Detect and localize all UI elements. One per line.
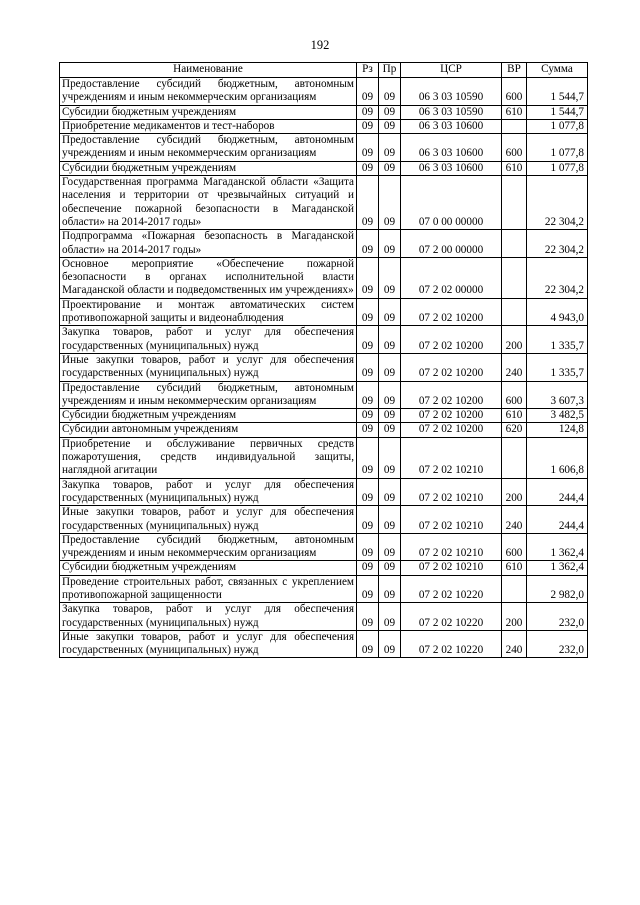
- cell-vr: [502, 230, 527, 258]
- cell-pr: 09: [379, 437, 401, 478]
- cell-pr: 09: [379, 561, 401, 575]
- cell-vr: 610: [502, 161, 527, 175]
- cell-name: Проектирование и монтаж автоматических систем противопожарной защиты и видеонаблюдения: [60, 298, 357, 326]
- cell-name: Основное мероприятие «Обеспечение пожарной безопасности в органах исполнительной власти Магаданской области и подведомственных им учреждениях»: [60, 257, 357, 298]
- cell-csr: 07 2 02 10200: [401, 381, 502, 409]
- cell-pr: 09: [379, 533, 401, 561]
- cell-pr: 09: [379, 506, 401, 534]
- table-row: [60, 230, 588, 258]
- cell-name: Субсидии бюджетным учреждениям: [60, 105, 357, 119]
- header-pr: Пр: [379, 63, 401, 78]
- table-row: [60, 326, 588, 354]
- cell-sum: 1 335,7: [527, 353, 588, 381]
- cell-csr: 07 2 02 10200: [401, 298, 502, 326]
- cell-rz: 09: [357, 381, 379, 409]
- table-row: [60, 161, 588, 175]
- cell-pr: 09: [379, 409, 401, 423]
- cell-sum: 1 077,8: [527, 161, 588, 175]
- cell-sum: 232,0: [527, 603, 588, 631]
- cell-sum: 3 482,5: [527, 409, 588, 423]
- cell-csr: 07 2 00 00000: [401, 230, 502, 258]
- cell-csr: 07 2 02 10220: [401, 630, 502, 658]
- cell-sum: 3 607,3: [527, 381, 588, 409]
- cell-csr: 07 2 02 10210: [401, 437, 502, 478]
- cell-csr: 07 0 00 00000: [401, 176, 502, 230]
- cell-csr: 06 3 03 10590: [401, 105, 502, 119]
- table-row: [60, 575, 588, 603]
- cell-name: Подпрограмма «Пожарная безопасность в Магаданской области» на 2014-2017 годы»: [60, 230, 357, 258]
- table-row: [60, 257, 588, 298]
- cell-csr: 07 2 02 10210: [401, 478, 502, 506]
- cell-rz: 09: [357, 353, 379, 381]
- cell-csr: 06 3 03 10600: [401, 119, 502, 133]
- cell-csr: 07 2 02 10200: [401, 326, 502, 354]
- cell-name: Закупка товаров, работ и услуг для обеспечения государственных (муниципальных) нужд: [60, 478, 357, 506]
- cell-rz: 09: [357, 134, 379, 162]
- cell-name: Предоставление субсидий бюджетным, автономным учреждениям и иным некоммерческим организациям: [60, 533, 357, 561]
- table-row: [60, 423, 588, 437]
- table-row: [60, 506, 588, 534]
- cell-rz: 09: [357, 119, 379, 133]
- header-sum: Сумма: [527, 63, 588, 78]
- cell-sum: 244,4: [527, 506, 588, 534]
- table-row: [60, 381, 588, 409]
- cell-sum: 1 362,4: [527, 533, 588, 561]
- cell-rz: 09: [357, 478, 379, 506]
- cell-vr: 200: [502, 326, 527, 354]
- cell-rz: 09: [357, 326, 379, 354]
- cell-sum: 1 077,8: [527, 134, 588, 162]
- cell-pr: 09: [379, 134, 401, 162]
- cell-pr: 09: [379, 575, 401, 603]
- cell-vr: 240: [502, 353, 527, 381]
- table-row: [60, 533, 588, 561]
- cell-name: Закупка товаров, работ и услуг для обеспечения государственных (муниципальных) нужд: [60, 326, 357, 354]
- cell-name: Субсидии автономным учреждениям: [60, 423, 357, 437]
- cell-name: Иные закупки товаров, работ и услуг для обеспечения государственных (муниципальных) нужд: [60, 630, 357, 658]
- cell-pr: 09: [379, 630, 401, 658]
- cell-pr: 09: [379, 423, 401, 437]
- table-row: [60, 298, 588, 326]
- cell-rz: 09: [357, 78, 379, 106]
- cell-csr: 06 3 03 10590: [401, 78, 502, 106]
- cell-pr: 09: [379, 176, 401, 230]
- cell-rz: 09: [357, 298, 379, 326]
- table-row: [60, 78, 588, 106]
- cell-sum: 2 982,0: [527, 575, 588, 603]
- cell-pr: 09: [379, 326, 401, 354]
- cell-sum: 124,8: [527, 423, 588, 437]
- cell-csr: 07 2 02 10210: [401, 561, 502, 575]
- budget-table: [59, 62, 588, 658]
- cell-vr: 600: [502, 78, 527, 106]
- cell-csr: 07 2 02 00000: [401, 257, 502, 298]
- header-vr: ВР: [502, 63, 527, 78]
- table-header-row: [60, 63, 588, 78]
- page-number: 192: [310, 38, 330, 52]
- cell-name: Государственная программа Магаданской области «Защита населения и территории от чрезвычайных ситуаций и обеспечение пожарной безопасности в Магаданской области» на 2014-2017 годы»: [60, 176, 357, 230]
- cell-name: Проведение строительных работ, связанных с укреплением противопожарной защищенности: [60, 575, 357, 603]
- cell-rz: 09: [357, 257, 379, 298]
- cell-vr: 620: [502, 423, 527, 437]
- table-row: [60, 409, 588, 423]
- cell-pr: 09: [379, 105, 401, 119]
- cell-sum: 232,0: [527, 630, 588, 658]
- cell-rz: 09: [357, 533, 379, 561]
- cell-vr: 600: [502, 533, 527, 561]
- cell-pr: 09: [379, 78, 401, 106]
- cell-name: Иные закупки товаров, работ и услуг для обеспечения государственных (муниципальных) нужд: [60, 506, 357, 534]
- cell-pr: 09: [379, 257, 401, 298]
- table-row: [60, 119, 588, 133]
- table-row: [60, 134, 588, 162]
- cell-vr: [502, 437, 527, 478]
- cell-pr: 09: [379, 381, 401, 409]
- cell-pr: 09: [379, 230, 401, 258]
- table-row: [60, 561, 588, 575]
- cell-name: Приобретение и обслуживание первичных средств пожаротушения, средств индивидуальной защиты, наглядной агитации: [60, 437, 357, 478]
- cell-sum: 1 544,7: [527, 78, 588, 106]
- cell-csr: 06 3 03 10600: [401, 161, 502, 175]
- cell-csr: 07 2 02 10220: [401, 603, 502, 631]
- cell-rz: 09: [357, 603, 379, 631]
- cell-rz: 09: [357, 176, 379, 230]
- cell-rz: 09: [357, 506, 379, 534]
- cell-vr: 610: [502, 105, 527, 119]
- cell-pr: 09: [379, 603, 401, 631]
- header-rz: Рз: [357, 63, 379, 78]
- cell-sum: 22 304,2: [527, 230, 588, 258]
- cell-rz: 09: [357, 561, 379, 575]
- cell-sum: 244,4: [527, 478, 588, 506]
- cell-sum: 22 304,2: [527, 257, 588, 298]
- table-row: [60, 603, 588, 631]
- cell-vr: [502, 176, 527, 230]
- cell-sum: 1 335,7: [527, 326, 588, 354]
- cell-sum: 1 606,8: [527, 437, 588, 478]
- cell-name: Приобретение медикаментов и тест-наборов: [60, 119, 357, 133]
- cell-pr: 09: [379, 353, 401, 381]
- cell-vr: 200: [502, 478, 527, 506]
- cell-rz: 09: [357, 105, 379, 119]
- cell-sum: 1 077,8: [527, 119, 588, 133]
- table-row: [60, 630, 588, 658]
- cell-sum: 22 304,2: [527, 176, 588, 230]
- cell-pr: 09: [379, 478, 401, 506]
- cell-rz: 09: [357, 575, 379, 603]
- cell-vr: 610: [502, 409, 527, 423]
- table-body: [60, 78, 588, 658]
- cell-csr: 07 2 02 10210: [401, 533, 502, 561]
- cell-rz: 09: [357, 437, 379, 478]
- cell-pr: 09: [379, 119, 401, 133]
- cell-sum: 1 362,4: [527, 561, 588, 575]
- cell-vr: 240: [502, 630, 527, 658]
- table-row: [60, 105, 588, 119]
- cell-name: Субсидии бюджетным учреждениям: [60, 409, 357, 423]
- cell-pr: 09: [379, 298, 401, 326]
- cell-name: Предоставление субсидий бюджетным, автономным учреждениям и иным некоммерческим организациям: [60, 78, 357, 106]
- table-row: [60, 437, 588, 478]
- cell-vr: 200: [502, 603, 527, 631]
- cell-vr: [502, 575, 527, 603]
- cell-rz: 09: [357, 161, 379, 175]
- cell-vr: [502, 119, 527, 133]
- cell-csr: 07 2 02 10200: [401, 353, 502, 381]
- cell-name: Предоставление субсидий бюджетным, автономным учреждениям и иным некоммерческим организациям: [60, 134, 357, 162]
- cell-name: Субсидии бюджетным учреждениям: [60, 561, 357, 575]
- cell-rz: 09: [357, 409, 379, 423]
- cell-csr: 07 2 02 10220: [401, 575, 502, 603]
- cell-csr: 07 2 02 10200: [401, 409, 502, 423]
- cell-name: Субсидии бюджетным учреждениям: [60, 161, 357, 175]
- cell-vr: 240: [502, 506, 527, 534]
- cell-vr: [502, 298, 527, 326]
- table-row: [60, 353, 588, 381]
- cell-csr: 07 2 02 10210: [401, 506, 502, 534]
- cell-vr: 610: [502, 561, 527, 575]
- table-row: [60, 478, 588, 506]
- cell-rz: 09: [357, 423, 379, 437]
- cell-csr: 06 3 03 10600: [401, 134, 502, 162]
- cell-pr: 09: [379, 161, 401, 175]
- cell-name: Закупка товаров, работ и услуг для обеспечения государственных (муниципальных) нужд: [60, 603, 357, 631]
- cell-csr: 07 2 02 10200: [401, 423, 502, 437]
- cell-rz: 09: [357, 230, 379, 258]
- cell-rz: 09: [357, 630, 379, 658]
- cell-vr: [502, 257, 527, 298]
- cell-name: Иные закупки товаров, работ и услуг для обеспечения государственных (муниципальных) нужд: [60, 353, 357, 381]
- table-row: [60, 176, 588, 230]
- header-name: Наименование: [60, 63, 357, 78]
- cell-sum: 4 943,0: [527, 298, 588, 326]
- cell-name: Предоставление субсидий бюджетным, автономным учреждениям и иным некоммерческим организациям: [60, 381, 357, 409]
- cell-sum: 1 544,7: [527, 105, 588, 119]
- header-csr: ЦСР: [401, 63, 502, 78]
- cell-vr: 600: [502, 134, 527, 162]
- cell-vr: 600: [502, 381, 527, 409]
